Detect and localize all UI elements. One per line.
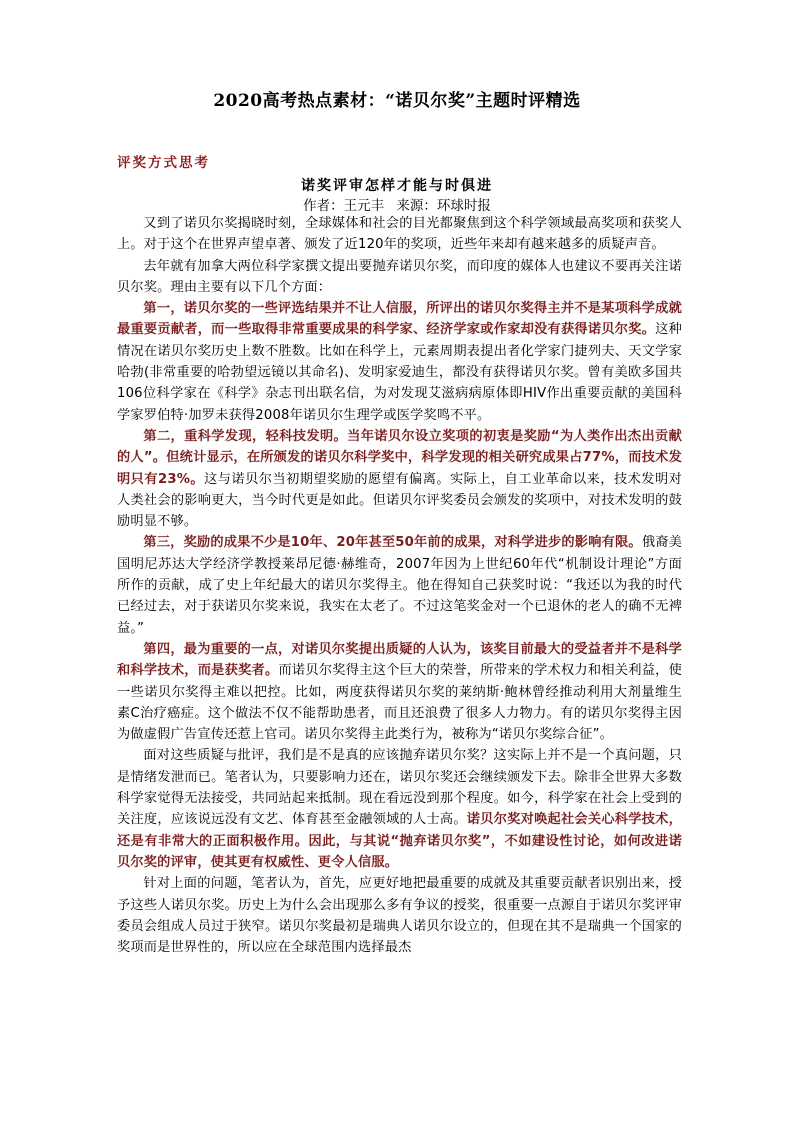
paragraph-lead: 第四，最为重要的一点，对诺贝尔奖提出质疑的人认为，该奖目前最大的受益者并不是科学和科学技术，而是获奖者。 <box>117 641 682 679</box>
article-title: 诺奖评审怎样才能与时俱进 <box>301 178 493 194</box>
article-body <box>117 213 682 958</box>
paragraph-7 <box>117 745 682 873</box>
source: 来源：环球时报 <box>396 198 491 214</box>
paragraph-text: 针对上面的问题，笔者认为，首先，应更好地把最重要的成就及其重要贡献者识别出来，授予这些人诺贝尔奖。历史上为什么会出现那么多有争议的授奖，很重要一点源自于诺贝尔奖评审委员会组成人员过于狭窄。诺贝尔奖最初是瑞典人诺贝尔设立的，但现在其不是瑞典一个国家的奖项而是世界性的，所以应在全球范围内选择最杰 <box>117 876 682 956</box>
paragraph-text: 这与诺贝尔当初期望奖励的愿望有偏离。实际上，自工业革命以来，技术发明对人类社会的影响更大，当今时代更是如此。但诺贝尔评奖委员会颁发的奖项中，对技术发明的鼓励明显不够。 <box>117 471 682 530</box>
paragraph-1 <box>117 213 682 256</box>
byline <box>0 194 794 214</box>
paragraph-lead: 第一，诺贝尔奖的一些评选结果并不让人信服，所评出的诺贝尔奖得主并不是某项科学成就最重要贡献者，而一些取得非常重要成果的科学家、经济学家或作家却没有获得诺贝尔奖。 <box>117 301 682 338</box>
paragraph-text: 而诺贝尔奖得主这个巨大的荣誉，所带来的学术权力和相关利益，使一些诺贝尔奖得主难以把控。比如，两度获得诺贝尔奖的莱纳斯·鲍林曾经推动利用大剂量维生素C治疗癌症。这个做法不仅不能帮助患者，而且还浪费了很多人力物力。有的诺贝尔奖得主因为做虚假广告宣传还惹上官司。诺贝尔奖得主此类行为，被称为“诺贝尔奖综合征”。 <box>117 663 682 743</box>
paragraph-2 <box>117 256 682 299</box>
document-title: 2020高考热点素材：“诺贝尔奖”主题时评精选 <box>213 91 581 111</box>
paragraph-conclusion: 诺贝尔奖对唤起社会关心科学技术，还是有非常大的正面积极作用。因此，与其说“抛弃诺贝尔奖”，不如建设性讨论，如何改进诺贝尔奖的评审，使其更有权威性、更令人信服。 <box>117 812 682 870</box>
paragraph-text: 这种情况在诺贝尔奖历史上数不胜数。比如在科学上，元素周期表提出者化学家门捷列夫、天文学家哈勃(非常重要的哈勃望远镜以其命名)、发明家爱迪生，都没有获得诺贝尔奖。曾有美欧多国共106位科学家在《科学》杂志刊出联名信，为对发现艾滋病病原体即HIV作出重要贡献的美国科学家罗伯特·加罗未获得2008年诺贝尔生理学或医学奖鸣不平。 <box>117 322 682 423</box>
paragraph-lead: 第三，奖励的成果不少是10年、20年甚至50年前的成果，对科学进步的影响有限。 <box>143 535 642 551</box>
paragraph-5 <box>117 532 682 638</box>
author: 作者：王元丰 <box>303 198 385 214</box>
paragraph-text: 俄裔美国明尼苏达大学经济学教授莱昂尼德·赫维奇，2007年因为上世纪60年代“机制设计理论”方面所作的贡献，成了史上年纪最大的诺贝尔奖得主。他在得知自己获奖时说：“我还以为我的时代已经过去，对于获诺贝尔奖来说，我实在太老了。不过这笔奖金对一个已退休的老人的确不无裨益。” <box>117 535 682 636</box>
paragraph-text: 去年就有加拿大两位科学家撰文提出要抛弃诺贝尔奖，而印度的媒体人也建议不要再关注诺贝尔奖。理由主要有以下几个方面： <box>117 258 682 295</box>
section-label: 评奖方式思考 <box>117 155 210 171</box>
paragraph-4 <box>117 426 682 532</box>
paragraph-lead: 第二，重科学发现，轻科技发明。当年诺贝尔设立奖项的初衷是奖励“为人类作出杰出贡献的人”。但统计显示，在所颁发的诺贝尔科学奖中，科学发现的相关研究成果占77%，而技术发明只有23%。 <box>117 428 682 487</box>
paragraph-8 <box>117 873 682 958</box>
paragraph-text: 面对这些质疑与批评，我们是不是真的应该抛弃诺贝尔奖？这实际上并不是一个真问题，只是情绪发泄而已。笔者认为，只要影响力还在，诺贝尔奖还会继续颁发下去。除非全世界大多数科学家觉得无法接受，共同站起来抵制。现在看远没到那个程度。如今，科学家在社会上受到的关注度，应该说远没有文艺、体育甚至金融领域的人士高。 <box>117 748 682 828</box>
paragraph-6 <box>117 639 682 745</box>
paragraph-3 <box>117 298 682 426</box>
paragraph-text: 又到了诺贝尔奖揭晓时刻，全球媒体和社会的目光都聚焦到这个科学领域最高奖项和获奖人上。对于这个在世界声望卓著、颁发了近120年的奖项，近些年来却有越来越多的质疑声音。 <box>117 216 682 253</box>
